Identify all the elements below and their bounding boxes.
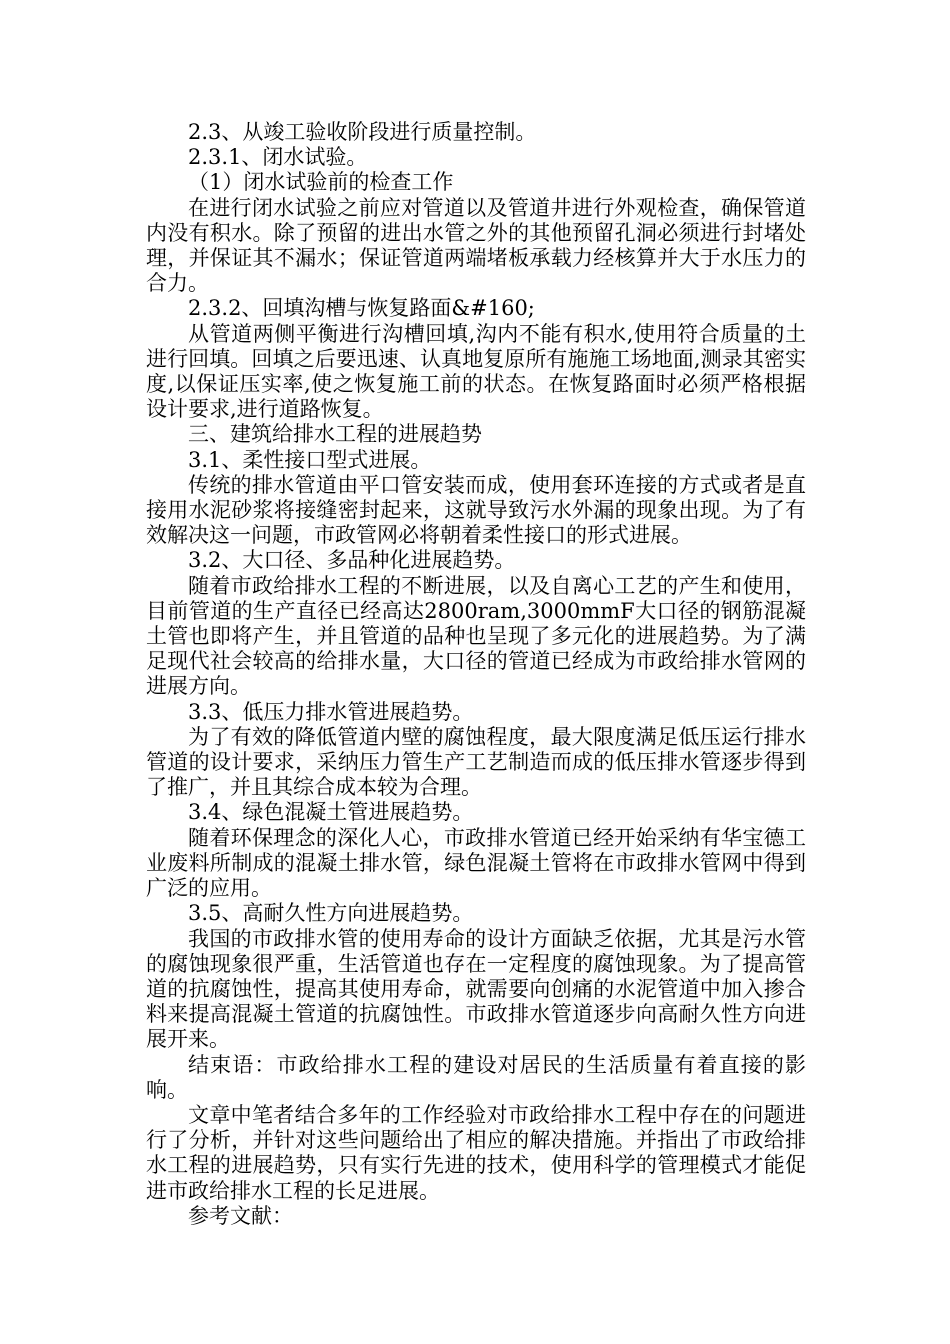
document-body [146,120,806,1229]
heading-3-1: 3.1、柔性接口型式进展。 [188,447,432,472]
paragraph-green-concrete: 随着环保理念的深化人心，市政排水管道已经开始采纳有华宝德工业废料所制成的混凝土排水管，绿色混凝土管将在市政排水管网中得到广泛的应用。 [146,825,806,901]
heading-3-5: 3.5、高耐久性方向进展趋势。 [188,901,474,926]
heading-2-3-2: 2.3.2、回填沟槽与恢复路面&#160; [188,296,535,321]
heading-references: 参考文献： [188,1203,293,1228]
heading-2-3-1: 2.3.1、闭水试验。 [188,145,368,170]
paragraph-large-diameter: 随着市政给排水工程的不断进展，以及自离心工艺的产生和使用，目前管道的生产直径已经高达2800ram,3000mmF大口径的钢筋混凝土管也即将产生，并且管道的品种也呈现了多元化的进展趋势。为了满足现代社会较高的给排水量，大口径的管道已经成为市政给排水管网的进展方向。 [146,573,806,699]
paragraph-flexible-joint: 传统的排水管道由平口管安装而成，使用套环连接的方式或者是直接用水泥砂浆将接缝密封起来，这就导致污水外漏的现象出现。为了有效解决这一问题，市政管网必将朝着柔性接口的形式进展。 [146,472,806,548]
paragraph-backfill: 从管道两侧平衡进行沟槽回填,沟内不能有积水,使用符合质量的土进行回填。回填之后要迅速、认真地复原所有施施工场地面,测录其密实度,以保证压实率,使之恢复施工前的状态。在恢复路面时必须严格根据设计要求,进行道路恢复。 [146,321,806,422]
heading-3-4: 3.4、绿色混凝土管进展趋势。 [188,800,474,825]
heading-2-3: 2.3、从竣工验收阶段进行质量控制。 [188,120,537,144]
heading-section-3: 三、建筑给排水工程的进展趋势 [188,422,482,447]
paragraph-durability: 我国的市政排水管的使用寿命的设计方面缺乏依据，尤其是污水管的腐蚀现象很严重，生活管道也存在一定程度的腐蚀现象。为了提高管道的抗腐蚀性，提高其使用寿命，就需要向创痛的水泥管道中加入掺合料来提高混凝土管道的抗腐蚀性。市政排水管道逐步向高耐久性方向进展开来。 [146,926,806,1052]
paragraph-conclusion: 结束语：市政给排水工程的建设对居民的生活质量有着直接的影响。 [146,1052,806,1102]
heading-3-2: 3.2、大口径、多品种化进展趋势。 [188,548,516,573]
paragraph-low-pressure: 为了有效的降低管道内壁的腐蚀程度，最大限度满足低压运行排水管道的设计要求，采纳压力管生产工艺制造而成的低压排水管逐步得到了推广，并且其综合成本较为合理。 [146,724,806,800]
paragraph-closed-water-test: 在进行闭水试验之前应对管道以及管道井进行外观检查，确保管道内没有积水。除了预留的进出水管之外的其他预留孔洞必须进行封堵处理，并保证其不漏水；保证管道两端堵板承载力经核算并大于水压力的合力。 [146,195,806,296]
subheading-pre-test-check: （1）闭水试验前的检查工作 [188,170,454,195]
paragraph-summary: 文章中笔者结合多年的工作经验对市政给排水工程中存在的问题进行了分析，并针对这些问题给出了相应的解决措施。并指出了市政给排水工程的进展趋势，只有实行先进的技术，使用科学的管理模式才能促进市政给排水工程的长足进展。 [146,1102,806,1203]
heading-3-3: 3.3、低压力排水管进展趋势。 [188,699,474,724]
